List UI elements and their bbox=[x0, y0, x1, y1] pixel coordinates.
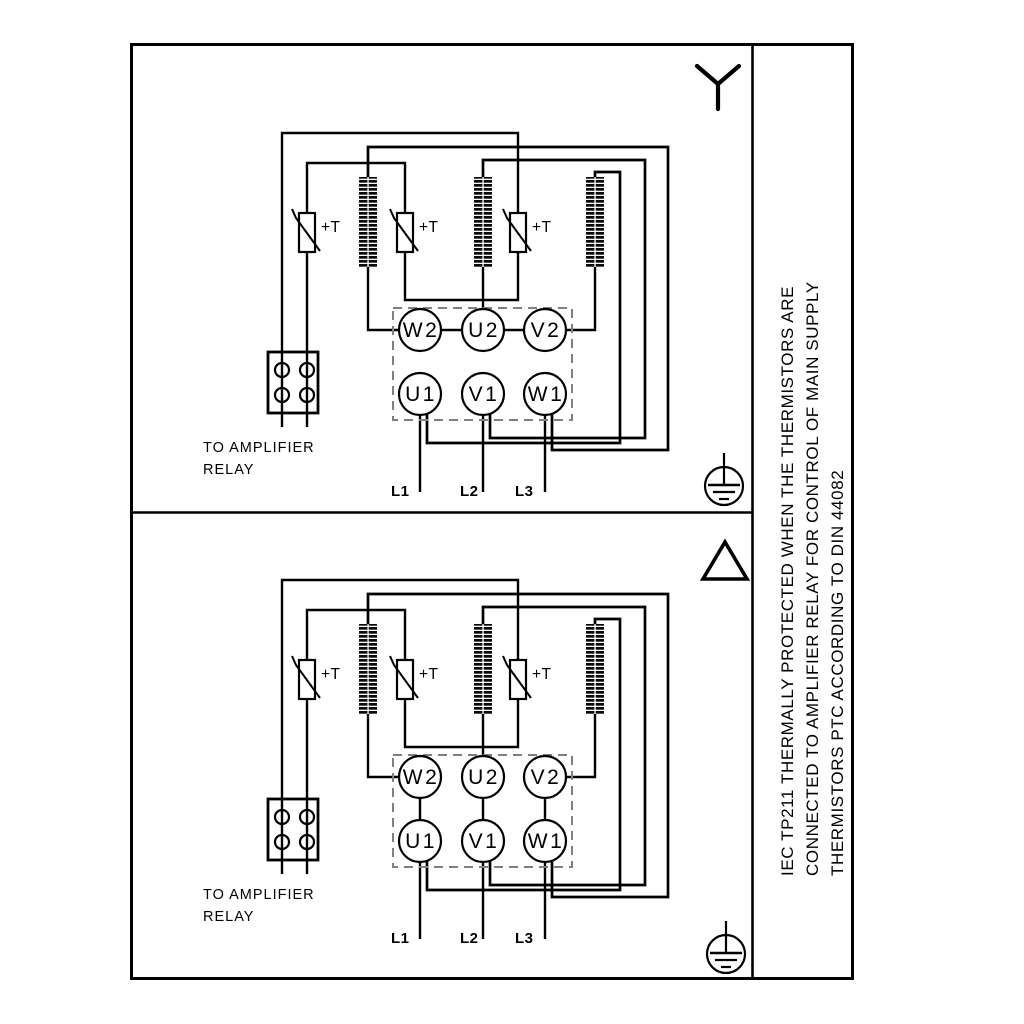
protective-earth-icon bbox=[707, 921, 745, 973]
protective-earth-icon bbox=[705, 453, 743, 505]
star-connection-icon bbox=[697, 66, 739, 109]
ptc-thermistor-icon bbox=[503, 209, 552, 252]
terminal-label-U1: U1 bbox=[405, 383, 437, 406]
motor-winding-icon bbox=[474, 177, 492, 267]
supply-wires bbox=[420, 415, 545, 492]
delta-bridge-links bbox=[420, 798, 545, 820]
side-note-line-3: THERMISTORS PTC ACCORDING TO DIN 44082 bbox=[828, 469, 847, 876]
terminal-label-W2: W2 bbox=[402, 319, 440, 342]
relay-terminal-box bbox=[268, 352, 318, 413]
panel-star-connection bbox=[203, 133, 668, 500]
thermistor-label: +T bbox=[532, 219, 552, 236]
supply-label-L1: L1 bbox=[391, 483, 410, 500]
relay-note-line1: TO AMPLIFIER bbox=[203, 440, 315, 456]
side-note bbox=[778, 281, 847, 876]
terminal-label-V1: V1 bbox=[468, 383, 500, 406]
motor-winding-icon bbox=[586, 177, 604, 267]
ptc-thermistor-icons bbox=[292, 209, 552, 252]
supply-label-L2: L2 bbox=[460, 483, 479, 500]
supply-label-L3: L3 bbox=[515, 483, 534, 500]
ptc-thermistor-icon bbox=[390, 209, 439, 252]
ptc-thermistor-icon bbox=[292, 209, 341, 252]
thermistor-label: +T bbox=[321, 219, 341, 236]
relay-note-line2: RELAY bbox=[203, 462, 255, 478]
terminal-label-U2: U2 bbox=[468, 319, 500, 342]
thermistor-label: +T bbox=[419, 219, 439, 236]
terminal-label-W1: W1 bbox=[527, 383, 565, 406]
side-note-line-2: CONNECTED TO AMPLIFIER RELAY FOR CONTROL OF MAIN SUPPLY bbox=[803, 281, 822, 876]
panel-core bbox=[203, 133, 668, 500]
panel-delta-connection bbox=[203, 580, 668, 947]
motor-winding-icon bbox=[359, 177, 377, 267]
terminal-label-V2: V2 bbox=[530, 319, 562, 342]
side-note-line-1: IEC TP211 THERMALLY PROTECTED WHEN THE THERMISTORS ARE bbox=[778, 285, 797, 876]
delta-connection-icon bbox=[703, 542, 747, 579]
